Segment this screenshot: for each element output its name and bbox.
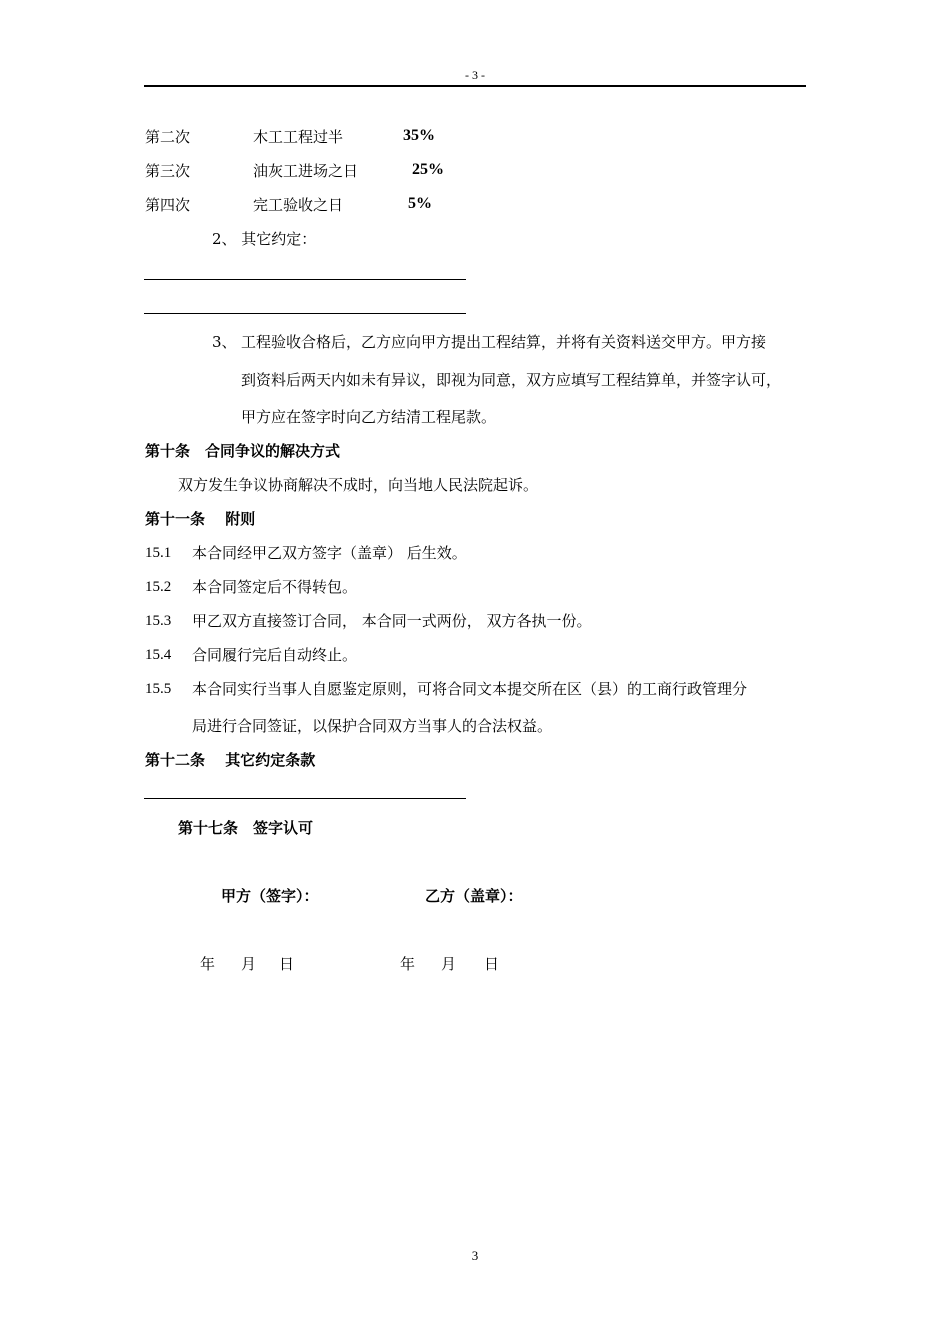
party-a-day-label: 日 bbox=[279, 955, 295, 973]
party-a-signature-label: 甲方（签字）： bbox=[221, 887, 319, 905]
clause-number: 15.4 bbox=[145, 647, 172, 663]
other-agreements-label: 2、 其它约定： bbox=[212, 230, 317, 248]
clause-text: 甲乙双方直接签订合同， 本合同一式两份， 双方各执一份。 bbox=[192, 612, 592, 630]
article-10-body: 双方发生争议协商解决不成时，向当地人民法院起诉。 bbox=[178, 476, 539, 494]
payment-milestone-2: 木工工程过半 bbox=[253, 128, 344, 146]
article-17-title: 第十七条 签字认可 bbox=[178, 819, 314, 837]
page-header-label: - 3 - bbox=[465, 68, 485, 82]
payment-stage-2: 第二次 bbox=[145, 128, 191, 146]
clause-number: 15.5 bbox=[145, 681, 172, 697]
acceptance-line-2: 到资料后两天内如未有异议，即视为同意，双方应填写工程结算单，并签字认可， bbox=[241, 371, 782, 389]
fill-in-line-2 bbox=[144, 313, 466, 314]
payment-percent-2: 35% bbox=[403, 127, 435, 144]
party-a-month-label: 月 bbox=[241, 955, 257, 973]
payment-percent-4: 5% bbox=[408, 195, 432, 212]
party-b-seal-label: 乙方（盖章）： bbox=[425, 887, 523, 905]
party-b-month-label: 月 bbox=[441, 955, 457, 973]
payment-milestone-3: 油灰工进场之日 bbox=[253, 162, 359, 180]
clause-number: 15.2 bbox=[145, 579, 172, 595]
payment-stage-4: 第四次 bbox=[145, 196, 191, 214]
fill-in-line-3 bbox=[144, 798, 466, 799]
acceptance-line-1: 工程验收合格后，乙方应向甲方提出工程结算，并将有关资料送交甲方。甲方接 bbox=[241, 333, 767, 351]
article-11-title: 第十一条 附则 bbox=[145, 510, 256, 528]
clause-text-continued: 局进行合同签证，以保护合同双方当事人的合法权益。 bbox=[192, 717, 553, 735]
payment-stage-3: 第三次 bbox=[145, 162, 191, 180]
payment-milestone-4: 完工验收之日 bbox=[253, 196, 344, 214]
header-rule bbox=[144, 85, 806, 87]
clause-number: 15.3 bbox=[145, 613, 172, 629]
article-12-title: 第十二条 其它约定条款 bbox=[145, 751, 316, 769]
clause-number: 15.1 bbox=[145, 545, 172, 561]
fill-in-line-1 bbox=[144, 279, 466, 280]
acceptance-number: 3、 bbox=[212, 333, 237, 351]
clause-text: 本合同实行当事人自愿鉴定原则，可将合同文本提交所在区（县）的工商行政管理分 bbox=[192, 680, 748, 698]
party-b-day-label: 日 bbox=[484, 955, 500, 973]
clause-text: 本合同签定后不得转包。 bbox=[192, 578, 358, 596]
party-b-year-label: 年 bbox=[400, 955, 416, 973]
clause-text: 本合同经甲乙双方签字（盖章） 后生效。 bbox=[192, 544, 467, 562]
article-10-title: 第十条 合同争议的解决方式 bbox=[145, 442, 341, 460]
page-number: 3 bbox=[471, 1248, 479, 1263]
party-a-year-label: 年 bbox=[200, 955, 216, 973]
payment-percent-3: 25% bbox=[412, 161, 444, 178]
acceptance-line-3: 甲方应在签字时向乙方结清工程尾款。 bbox=[241, 408, 497, 426]
clause-text: 合同履行完后自动终止。 bbox=[192, 646, 358, 664]
